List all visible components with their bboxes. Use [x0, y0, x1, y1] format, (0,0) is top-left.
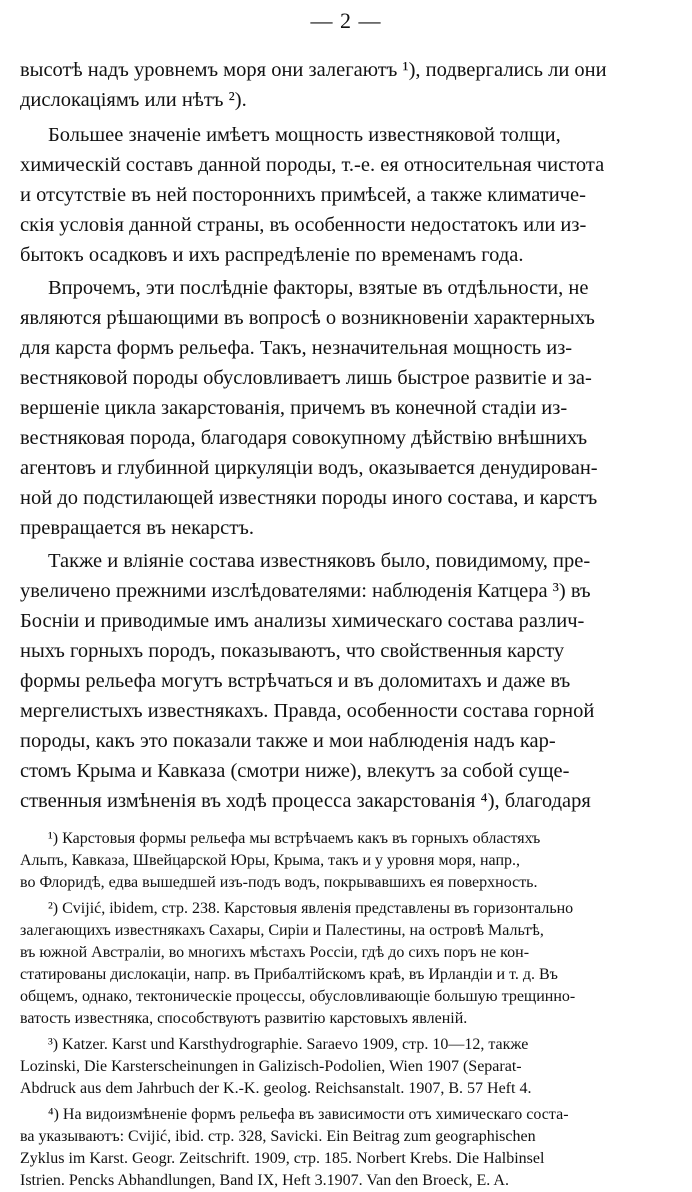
- body-line: Также и вліяніе состава известняковъ было, повидимому, пре-: [48, 550, 591, 572]
- footnote-line: статированы дислокаціи, напр. въ Прибалтійскомъ краѣ, въ Ирландіи и т. д. Въ: [20, 966, 558, 983]
- body-line: химическій составъ данной породы, т.-е. ея относительная чистота: [20, 154, 605, 176]
- body-line: Большее значеніе имѣетъ мощность известняковой толщи,: [48, 124, 561, 146]
- body-line: стомъ Крыма и Кавказа (смотри ниже), влекутъ за собой суще-: [20, 760, 570, 782]
- footnote-line: ватость известняка, способствуютъ развитію карстовыхъ явленій.: [20, 1010, 468, 1027]
- page-number: — 2 —: [310, 8, 382, 33]
- body-line: мергелистыхъ известнякахъ. Правда, особенности состава горной: [20, 700, 595, 722]
- body-line: Босніи и приводимые имъ анализы химическаго состава различ-: [20, 610, 585, 632]
- body-line: бытокъ осадковъ и ихъ распредѣленіе по временамъ года.: [20, 244, 524, 266]
- body-line: Впрочемъ, эти послѣдніе факторы, взятые въ отдѣльности, не: [48, 277, 589, 299]
- footnote-line: Istrien. Pencks Abhandlungen, Band IX, Heft 3.1907. Van den Broeck, E. A.: [20, 1172, 509, 1189]
- body-line: и отсутствіе въ ней постороннихъ примѣсей, а также климатиче-: [20, 184, 586, 206]
- footnote-line: во Флоридѣ, едва вышедшей изъ-подъ водъ, покрывавшихъ ея поверхность.: [20, 874, 538, 891]
- footnote-line: Lozinski, Die Karsterscheinungen in Galizisch-Podolien, Wien 1907 (Separat-: [20, 1058, 522, 1075]
- body-line: агентовъ и глубинной циркуляціи водъ, оказывается денудирован-: [20, 457, 598, 479]
- body-line: вершеніе цикла закарстованія, причемъ въ конечной стадіи из-: [20, 397, 568, 419]
- footnote-line: Zyklus im Karst. Geogr. Zeitschrift. 1909, стр. 185. Norbert Krebs. Die Halbinsel: [20, 1150, 545, 1167]
- footnote-line: въ южной Австраліи, во многихъ мѣстахъ Россіи, гдѣ до сихъ поръ не кон-: [20, 944, 530, 961]
- body-line: дислокаціямъ или нѣтъ ²).: [20, 89, 247, 111]
- body-line: высотѣ надъ уровнемъ моря они залегаютъ ¹), подвергались ли они: [20, 59, 607, 81]
- body-line: ныхъ горныхъ породъ, показываютъ, что свойственныя карсту: [20, 640, 565, 662]
- footnote-line: Альпъ, Кавказа, Швейцарской Юры, Крыма, такъ и у уровня моря, напр.,: [20, 852, 521, 869]
- footnote-line: ²) Cvijić, ibidem, стр. 238. Карстовыя явленія представлены въ горизонтально: [48, 900, 574, 917]
- footnote-line: ⁴) На видоизмѣненіе формъ рельефа въ зависимости отъ химическаго соста-: [48, 1106, 569, 1123]
- body-line: ственныя измѣненія въ ходѣ процесса закарстованія ⁴), благодаря: [20, 790, 591, 812]
- body-line: формы рельефа могутъ встрѣчаться и въ доломитахъ и даже въ: [20, 670, 571, 692]
- body-line: породы, какъ это показали также и мои наблюденія надъ кар-: [20, 730, 556, 752]
- body-line: ной до подстилающей известняки породы иного состава, и карстъ: [20, 487, 598, 509]
- body-line: скія условія данной страны, въ особенности недостатокъ или из-: [20, 214, 587, 236]
- footnote-line: ¹) Карстовыя формы рельефа мы встрѣчаемъ какъ въ горныхъ областяхъ: [48, 830, 541, 847]
- body-line: увеличено прежними изслѣдователями: наблюденія Катцера ³) въ: [20, 580, 591, 602]
- footnote-line: общемъ, однако, тектоническіе процессы, обусловливающіе большую трещинно-: [20, 988, 576, 1005]
- footnote-line: залегающихъ известнякахъ Сахары, Сиріи и Палестины, на островѣ Мальтѣ,: [20, 922, 544, 939]
- body-line: вестняковая порода, благодаря совокупному дѣйствію внѣшнихъ: [20, 427, 588, 449]
- footnote-line: Abdruck aus dem Jahrbuch der K.-K. geolog. Reichsanstalt. 1907, B. 57 Heft 4.: [20, 1080, 532, 1097]
- body-line: вестняковой породы обусловливаетъ лишь быстрое развитіе и за-: [20, 367, 592, 389]
- footnote-line: ва указываютъ: Cvijić, ibid. стр. 328, Savicki. Ein Beitrag zum geographischen: [20, 1128, 536, 1145]
- body-line: для карста формъ рельефа. Такъ, незначительная мощность из-: [20, 337, 573, 359]
- body-line: превращается въ некарстъ.: [20, 517, 254, 539]
- body-line: являются рѣшающими въ вопросѣ о возникновеніи характерныхъ: [20, 307, 595, 329]
- footnote-line: ³) Katzer. Karst und Karsthydrographie. Saraevo 1909, стр. 10—12, также: [48, 1036, 529, 1053]
